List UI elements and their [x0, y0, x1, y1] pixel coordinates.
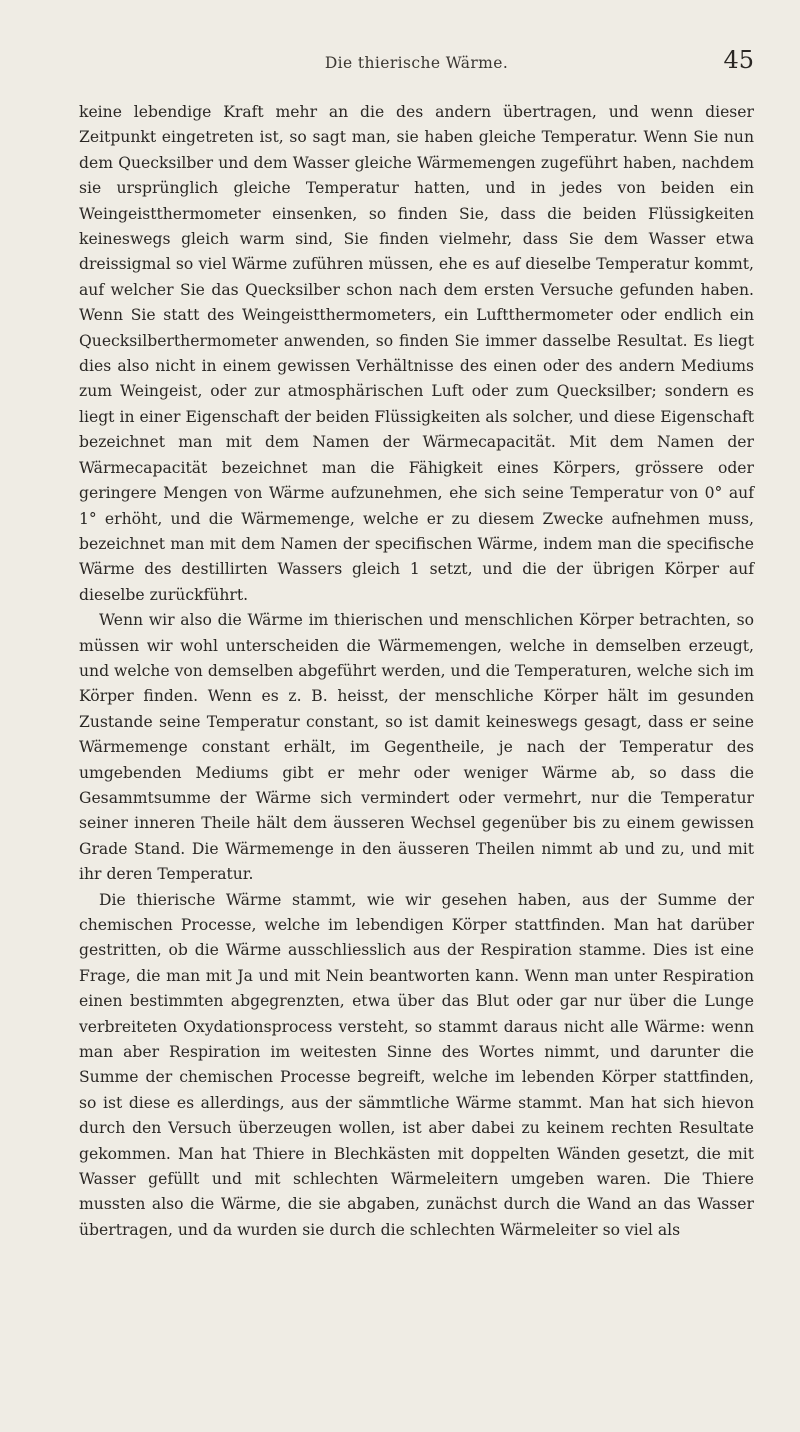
running-head — [79, 44, 754, 86]
book-page — [0, 44, 800, 1432]
page-number: 45 — [723, 46, 754, 74]
running-title: Die thierische Wärme. — [324, 54, 509, 72]
paragraph-2: Wenn wir also die Wärme im thierischen und menschlichen Körper betrachten, so müssen wir wohl unterscheiden die Wärmemengen, welche in demselben erzeugt, und welche von demselben abgeführt werden, und die Temperaturen, welche sich im Körper finden. Wenn es z. B. heisst, der menschliche Körper hält im gesunden Zustande seine Temperatur constant, so ist damit keineswegs gesagt, dass er seine Wärmemenge constant erhält, im Gegentheile, je nach der Temperatur des umgebenden Mediums gibt er mehr oder weniger Wärme ab, so dass die Gesammtsumme der Wärme sich vermindert oder vermehrt, nur die Temperatur seiner inneren Theile hält dem äusseren Wechsel gegenüber bis zu einem gewissen Grade Stand. Die Wärmemenge in den äusseren Theilen nimmt ab und zu, und mit ihr deren Temperatur. — [79, 611, 754, 884]
paragraph-1: keine lebendige Kraft mehr an die des andern übertragen, und wenn dieser Zeitpunkt eingetreten ist, so sagt man, sie haben gleiche Temperatur. Wenn Sie nun dem Quecksilber und dem Wasser gleiche Wärmemengen zugeführt haben, nachdem sie ursprünglich gleiche Temperatur hatten, und in jedes von beiden ein Weingeistthermometer einsenken, so finden Sie, dass die beiden Flüssigkeiten keineswegs gleich warm sind, Sie finden vielmehr, dass Sie dem Wasser etwa dreissigmal so viel Wärme zuführen müssen, ehe es auf dieselbe Temperatur kommt, auf welcher Sie das Quecksilber schon nach dem ersten Versuche gefunden haben. Wenn Sie statt des Weingeistthermometers, ein Luftthermometer oder endlich ein Quecksilberthermometer anwenden, so finden Sie immer dasselbe Resultat. Es liegt dies also nicht in einem gewissen Verhältnisse des einen oder des andern Mediums zum Weingeist, oder zur atmosphärischen Luft oder zum Quecksilber; sondern es liegt in einer Eigenschaft der beiden Flüssigkeiten als solcher, und diese Eigenschaft bezeichnet man mit dem Namen der Wärmecapacität. Mit dem Namen der Wärmecapacität bezeichnet man die Fähigkeit eines Körpers, grössere oder geringere Mengen von Wärme aufzunehmen, ehe sich seine Temperatur von 0° auf 1° erhöht, und die Wärmemenge, welche er zu diesem Zwecke aufnehmen muss, bezeichnet man mit dem Namen der specifischen Wärme, indem man die specifische Wärme des destillirten Wassers gleich 1 setzt, und die der übrigen Körper auf dieselbe zurückführt. — [79, 103, 754, 604]
paragraph-3: Die thierische Wärme stammt, wie wir gesehen haben, aus der Summe der chemischen Processe, welche im lebendigen Körper stattfinden. Man hat darüber gestritten, ob die Wärme ausschliesslich aus der Respiration stamme. Dies ist eine Frage, die man mit Ja und mit Nein beantworten kann. Wenn man unter Respiration einen bestimmten abgegrenzten, etwa über das Blut oder gar nur über die Lunge verbreiteten Oxydationsprocess versteht, so stammt daraus nicht alle Wärme: wenn man aber Respiration im weitesten Sinne des Wortes nimmt, und darunter die Summe der chemischen Processe begreift, welche im lebenden Körper stattfinden, so ist diese es allerdings, aus der sämmtliche Wärme stammt. Man hat sich hievon durch den Versuch überzeugen wollen, ist aber dabei zu keinem rechten Resultate gekommen. Man hat Thiere in Blechkästen mit doppelten Wänden gesetzt, die mit Wasser gefüllt und mit schlechten Wärmeleitern umgeben waren. Die Thiere mussten also die Wärme, die sie abgaben, zunächst durch die Wand an das Wasser übertragen, und da wurden sie durch die schlechten Wärmeleiter so viel als — [79, 890, 754, 1239]
body-text — [79, 100, 754, 1243]
